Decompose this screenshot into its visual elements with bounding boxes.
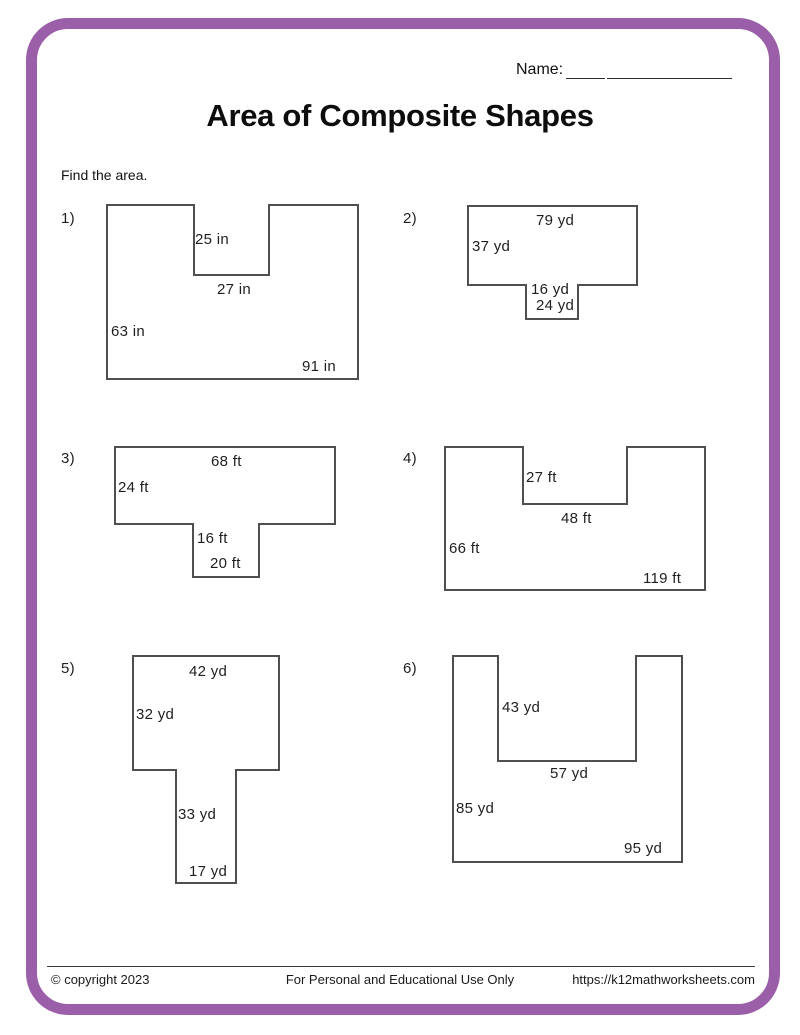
- dimension-label: 63 in: [111, 323, 146, 340]
- problem-1-number: 1): [61, 210, 75, 227]
- dimension-label: 20 ft: [210, 555, 241, 572]
- dimension-label: 95 yd: [624, 840, 663, 857]
- problem-5-shape: [133, 656, 279, 883]
- dimension-label: 32 yd: [136, 706, 175, 723]
- problem-5-number: 5): [61, 660, 75, 677]
- footer-copyright: © copyright 2023: [51, 972, 150, 987]
- footer-usage-note: For Personal and Educational Use Only: [285, 972, 515, 987]
- dimension-label: 79 yd: [536, 212, 575, 229]
- dimension-label: 25 in: [195, 231, 230, 248]
- dimension-label: 48 ft: [561, 510, 592, 527]
- dimension-label: 27 ft: [526, 469, 557, 486]
- dimension-label: 37 yd: [472, 238, 511, 255]
- dimension-label: 17 yd: [189, 863, 228, 880]
- page-title: Area of Composite Shapes: [206, 98, 594, 133]
- dimension-label: 24 ft: [118, 479, 149, 496]
- dimension-label: 68 ft: [211, 453, 242, 470]
- dimension-label: 66 ft: [449, 540, 480, 557]
- dimension-label: 85 yd: [456, 800, 495, 817]
- problem-6-shape: [453, 656, 682, 862]
- dimension-label: 24 yd: [536, 297, 575, 314]
- dimension-label: 27 in: [217, 281, 252, 298]
- dimension-label: 43 yd: [502, 699, 541, 716]
- problem-6-number: 6): [403, 660, 417, 677]
- dimension-label: 57 yd: [550, 765, 589, 782]
- footer-divider: [47, 966, 755, 967]
- dimension-label: 16 yd: [531, 281, 570, 298]
- dimension-label: 119 ft: [643, 570, 682, 587]
- dimension-label: 91 in: [302, 358, 337, 375]
- name-label: Name:: [516, 61, 564, 78]
- problem-2-number: 2): [403, 210, 417, 227]
- problem-3-number: 3): [61, 450, 75, 467]
- dimension-label: 42 yd: [189, 663, 228, 680]
- dimension-label: 33 yd: [178, 806, 217, 823]
- problem-4-number: 4): [403, 450, 417, 467]
- footer-url-link[interactable]: https://k12mathworksheets.com: [572, 972, 755, 987]
- instruction-text: Find the area.: [61, 167, 148, 183]
- dimension-label: 16 ft: [197, 530, 228, 547]
